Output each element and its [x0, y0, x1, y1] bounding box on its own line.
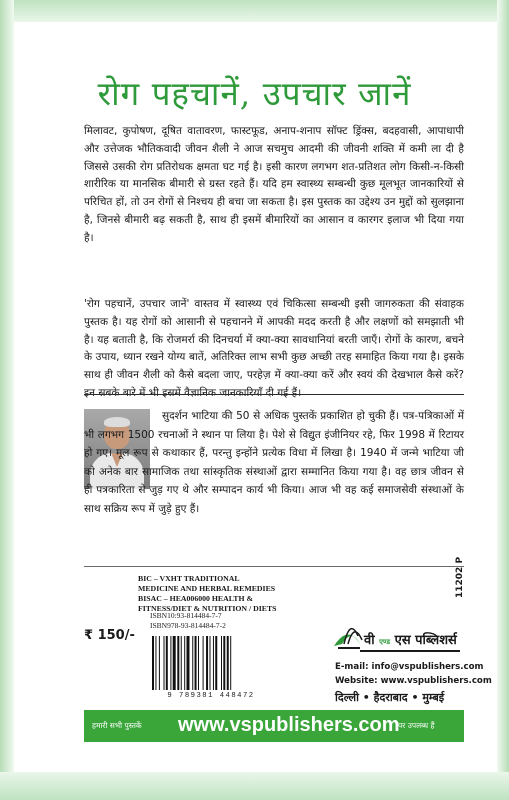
barcode-bar	[173, 636, 176, 690]
bic-line: FITNESS/DIET & NUTRITION / DIETS	[138, 604, 277, 613]
publisher-email: E-mail: info@vspublishers.com	[335, 662, 484, 672]
barcode-bar	[155, 636, 156, 690]
banner-suffix: पर उपलब्ध हैं	[398, 721, 435, 730]
book-title: रोग पहचानें, उपचार जानें	[97, 74, 412, 113]
publisher-name: वी एण्ड एस पब्लिशर्स	[364, 633, 457, 648]
barcode-bar	[195, 636, 197, 690]
barcode-bar	[159, 636, 160, 690]
book-code: 11202 P	[455, 556, 465, 598]
isbn10: ISBN10:93-814484-7-7	[150, 611, 222, 620]
banner-url: www.vspublishers.com	[178, 714, 400, 736]
barcode-bar	[164, 636, 165, 690]
barcode-bar	[230, 636, 231, 690]
barcode-bar	[227, 636, 229, 690]
description-paragraph-2: 'रोग पहचानें, उपचार जानें' वास्तव में स्वास्थ्य एवं चिकित्सा सम्बन्धी इसी जागरुकता की संवाहक पुस्तक है। यह रोगों को आसानी से पहचानने में आपकी मदद करती है और लक्षणों को समझाती भी है। यह बताती है, कि रोजमर्रा की दिनचर्या में क्या-क्या सावधानियां बरती जाएँ। रोगों के कारण, बचने के उपाय, ध्यान रखने योग्य बातें, अतिरिक्त लाभ सभी कुछ अच्छी तरह समाहित किया गया है। इसके साथ ही जीवन शैली को कैसे बदला जाए, परहेज़ में क्या-क्या करें और स्वयं की देखभाल कैसे करें? इन सबके बारे में भी इसमें वैज्ञानिक जानकारियाँ दी गई हैं।	[84, 298, 464, 399]
bic-line: MEDICINE AND HERBAL REMEDIES	[138, 584, 276, 593]
cover-edge-top	[0, 0, 509, 22]
info-divider	[84, 566, 464, 567]
cover-edge-right	[497, 0, 509, 800]
description-paragraph-1: मिलावट, कुपोषण, दूषित वातावरण, फास्टफूड, अनाप-शनाप सॉफ्ट ड्रिंक्स, बदहवासी, आपाधापी और उत्तेजक भौतिकवादी जीवन शैली ने आज सचमुच आदमी की जीवनी शक्ति में कमी ला दी है जिससे उसकी रोग प्रतिरोधक क्षमता घट गई है। इसी कारण लगभग शत-प्रतिशत लोग किसी-न-किसी शारीरिक या मानसिक बीमारी से ग्रस्त रहते हैं। यदि हम स्वास्थ्य सम्बन्धी कुछ मूलभूत जानकारियों से परिचित हों, तो उन रोगों से निश्चय ही बचा जा सकता है। इस पुस्तक का उद्देश्य उन मुद्दों को सुलझाना है, जिनसे बीमारी बढ़ सकती है, साथ ही इसमें बीमारियों का आसान व कारगर इलाज भी दिया गया है।	[84, 125, 464, 244]
isbn-block	[150, 611, 226, 631]
barcode-bar	[206, 636, 208, 690]
banner-prefix: हमारी सभी पुस्तकें	[92, 721, 142, 730]
barcode-bar	[210, 636, 211, 690]
barcode-bar	[213, 636, 214, 690]
barcode-bar	[198, 636, 199, 690]
cover-edge-bottom	[0, 772, 509, 800]
barcode-bar	[203, 636, 204, 690]
barcode-bar	[187, 636, 190, 690]
barcode-bar	[170, 636, 171, 690]
barcode-bar	[221, 636, 222, 690]
barcode	[150, 636, 270, 690]
bic-line: BIC – VXHT TRADITIONAL	[138, 574, 240, 583]
bic-line: BISAC – HEA006000 HEALTH &	[138, 594, 253, 603]
publisher-website: Website: www.vspublishers.com	[335, 676, 492, 686]
author-bio: सुदर्शन भाटिया की 50 से अधिक पुस्तकें प्रकाशित हो चुकी हैं। पत्र-पत्रिकाओं में भी लगभग 1500 रचनाओं ने स्थान पा लिया है। पेशे से विद्युत इंजीनियर रहे, फिर 1998 में रिटायर हो गए। मूल रूप से कथाकार हैं, परन्तु इन्होंने प्रत्येक विधा में लिखा है। 1940 में जन्मे भाटिया जी को अनेक बार सामाजिक तथा सांस्कृतिक संस्थाओं द्वारा सम्मानित किया गया है। वह छात्र जीवन से ही पत्रकारिता से जुड़ गए थे और सम्पादन कार्य भी किया। आज भी वह कई समाजसेवी संस्थाओं के साथ सक्रिय रूप में जुड़े हुए हैं।	[84, 410, 464, 515]
cover-edge-left	[0, 0, 14, 800]
barcode-bar	[215, 636, 217, 690]
publisher-cities: दिल्ली • हैदराबाद • मुम्बई	[335, 691, 445, 704]
price-label: ₹ 150/-	[84, 628, 135, 643]
website-banner	[84, 710, 464, 742]
bic-classification	[138, 574, 328, 614]
barcode-bar	[152, 636, 154, 690]
barcode-bar	[192, 636, 193, 690]
barcode-bar	[166, 636, 168, 690]
barcode-bar	[223, 636, 225, 690]
barcode-bar	[184, 636, 185, 690]
barcode-digits: 9 789381 448472	[167, 692, 255, 700]
barcode-bar	[177, 636, 179, 690]
isbn13: ISBN978-93-814484-7-2	[150, 621, 226, 630]
section-divider	[84, 394, 464, 395]
barcode-bar	[181, 636, 182, 690]
